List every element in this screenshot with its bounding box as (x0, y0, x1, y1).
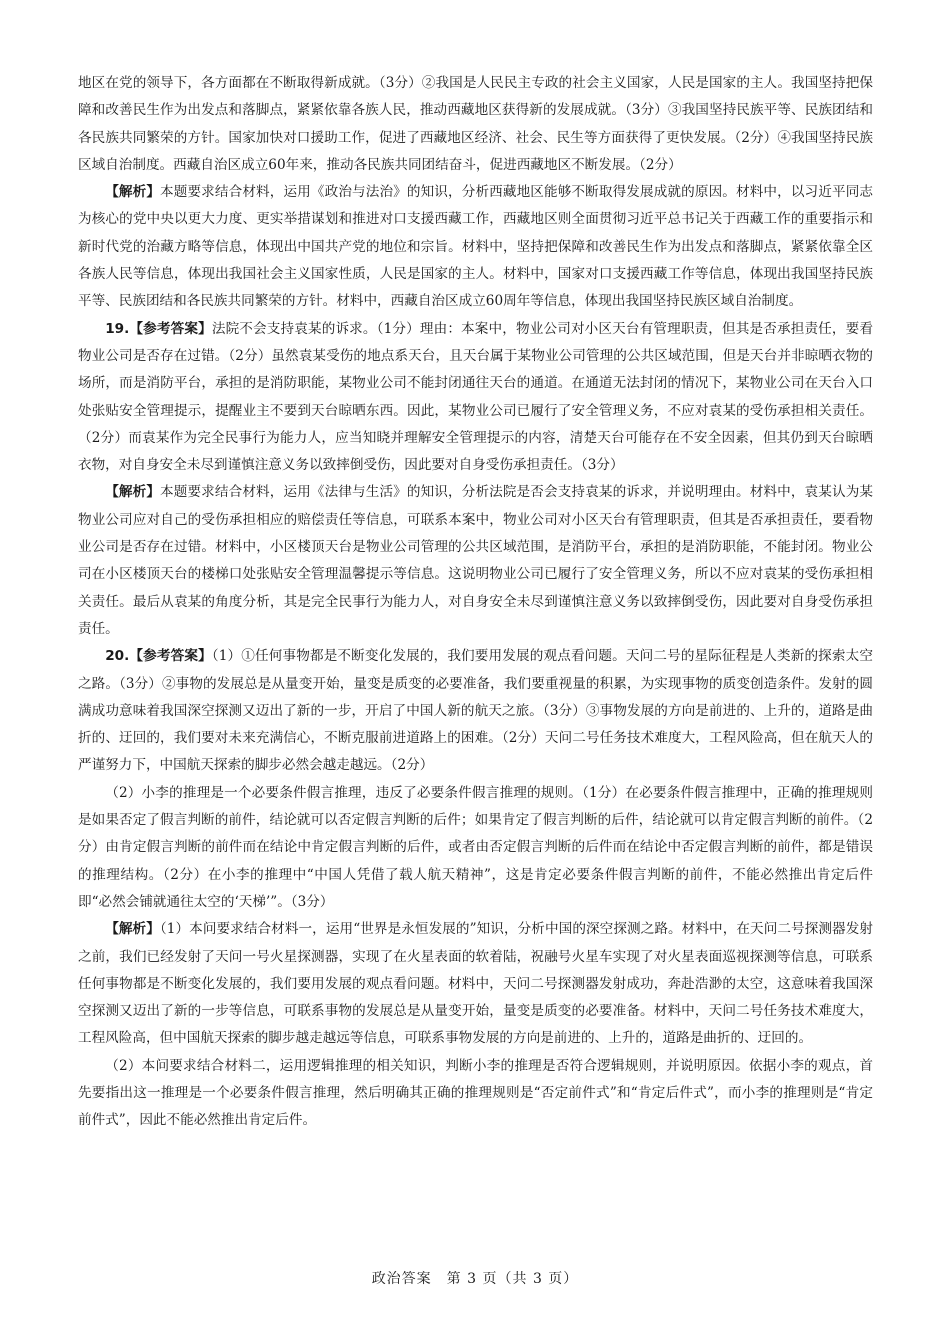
paragraph-20-analysis-part1 (78, 916, 873, 1052)
answer-tag: 19.【参考答案】 (105, 320, 212, 337)
paragraph-18-answer-continued (78, 70, 873, 179)
page-footer: 政治答案 第 3 页（共 3 页） (371, 1271, 579, 1287)
paragraph-20-analysis-part2 (78, 1053, 873, 1135)
analysis-tag: 【解析】 (105, 484, 161, 501)
paragraph-18-analysis (78, 179, 873, 315)
paragraph-text: 本题要求结合材料，运用《法律与生活》的知识，分析法院是否会支持袁某的诉求，并说明理由。材料中，袁某认为某物业公司应对自己的受伤承担相应的赔偿责任等信息，可联系本案中，物业公司对小区天台有管理职责，但其是否承担责任，要看物业公司是否存在过错。材料中，小区楼顶天台是物业公司管理的公共区域范围，是消防平台，承担的是消防职能，不能封闭。物业公司在小区楼顶天台的楼梯口处张贴安全管理温馨提示等信息。这说明物业公司已履行了安全管理义务，所以不应对袁某的受伤承担相关责任。最后从袁某的角度分析，其是完全民事行为能力人，对自身安全未尽到谨慎注意义务以致摔倒受伤，因此要对自身受伤承担责任。 (78, 484, 874, 637)
paragraph-text: 本题要求结合材料，运用《政治与法治》的知识，分析西藏地区能够不断取得发展成就的原因。材料中，以习近平同志为核心的党中央以更大力度、更实举措谋划和推进对口支援西藏工作，西藏地区则全面贯彻习近平总书记关于西藏工作的重要指示和新时代党的治藏方略等信息，体现出中国共产党的地位和宗旨。材料中，坚持把保障和改善民生作为出发点和落脚点，紧紧依靠全区各族人民等信息，体现出我国社会主义国家性质，人民是国家的主人。材料中，国家对口支援西藏工作等信息，体现出我国坚持民族平等、民族团结和各民族共同繁荣的方针。材料中，西藏自治区成立60周年等信息，体现出我国坚持民族区域自治制度。 (78, 184, 874, 310)
paragraph-text: （2）本问要求结合材料二，运用逻辑推理的相关知识，判断小李的推理是否符合逻辑规则，并说明原因。依据小李的观点，首先要指出这一推理是一个必要条件假言推理，然后明确其正确的推理规则是“否定前件式”和“肯定后件式”，而小李的推理则是“肯定前件式”，因此不能必然推出肯定后件。 (78, 1057, 873, 1129)
analysis-tag: 【解析】 (105, 921, 160, 938)
answer-page (78, 70, 873, 1135)
paragraph-text: 法院不会支持袁某的诉求。（1分）理由：本案中，物业公司对小区天台有管理职责，但其是否承担责任，要看物业公司是否存在过错。（2分）虽然袁某受伤的地点系天台，且天台属于某物业公司管理的公共区域范围，但是天台并非晾晒衣物的场所，而是消防平台，承担的是消防职能，某物业公司不能封闭通往天台的通道。在通道无法封闭的情况下，某物业公司在天台入口处张贴安全管理提示，提醒业主不要到天台晾晒东西。因此，某物业公司已履行了安全管理义务，不应对袁某的受伤承担相关责任。（2分）而袁某作为完全民事行为能力人，应当知晓并理解安全管理提示的内容，清楚天台可能存在不安全因素，但其仍到天台晾晒衣物，对自身安全未尽到谨慎注意义务以致摔倒受伤，因此要对自身受伤承担责任。（3分） (78, 320, 873, 474)
paragraph-20-answer-part2 (78, 780, 873, 916)
paragraph-20-answer-part1 (78, 643, 873, 779)
paragraph-text: 地区在党的领导下，各方面都在不断取得新成就。（3分）②我国是人民民主专政的社会主义国家，人民是国家的主人。我国坚持把保障和改善民生作为出发点和落脚点，紧紧依靠各族人民，推动西藏地区获得新的发展成就。（3分）③我国坚持民族平等、民族团结和各民族共同繁荣的方针。国家加快对口援助工作，促进了西藏地区经济、社会、民生等方面获得了更快发展。（2分）④我国坚持民族区域自治制度。西藏自治区成立60年来，推动各民族共同团结奋斗，促进西藏地区不断发展。（2分） (78, 75, 873, 173)
paragraph-text: （1）本问要求结合材料一，运用“世界是永恒发展的”知识，分析中国的深空探测之路。材料中，在天问二号探测器发射之前，我们已经发射了天问一号火星探测器，实现了在火星表面的软着陆，祝融号火星车实现了对火星表面巡视探测等信息，可联系任何事物都是不断变化发展的，我们要用发展的观点看问题。材料中，天问二号探测器发射成功，奔赴浩渺的太空，这意味着我国深空探测又迈出了新的一步等信息，可联系事物的发展总是从量变开始，量变是质变的必要准备。材料中，天问二号任务技术难度大，工程风险高，但中国航天探索的脚步越走越远等信息，可联系事物发展的方向是前进的、上升的，道路是曲折的、迂回的。 (78, 921, 873, 1047)
paragraph-19-answer (78, 316, 873, 480)
answer-tag: 20.【参考答案】 (105, 648, 212, 665)
paragraph-text: （2）小李的推理是一个必要条件假言推理，违反了必要条件假言推理的规则。（1分）在必要条件假言推理中，正确的推理规则是如果否定了假言判断的前件，结论就可以否定假言判断的后件；如果肯定了假言判断的后件，结论就可以肯定假言判断的前件。（2分）由肯定假言判断的前件而在结论中肯定假言判断的后件，或者由否定假言判断的后件而在结论中否定假言判断的前件，都是错误的推理结构。（2分）在小李的推理中“中国人凭借了载人航天精神”，这是肯定必要条件假言判断的前件，不能必然推出肯定后件即“必然会铺就通往太空的‘天梯’”。（3分） (78, 784, 873, 910)
paragraph-text: （1）①任何事物都是不断变化发展的，我们要用发展的观点看问题。天问二号的星际征程是人类新的探索太空之路。（3分）②事物的发展总是从量变开始，量变是质变的必要准备，我们要重视量的积累，为实现事物的质变创造条件。发射的圆满成功意味着我国深空探测又迈出了新的一步，开启了中国人新的航天之旅。（3分）③事物发展的方向是前进的、上升的，道路是曲折的、迂回的，我们要对未来充满信心，不断克服前进道路上的困难。（2分）天问二号任务技术难度大，工程风险高，但在航天人的严谨努力下，中国航天探索的脚步必然会越走越远。（2分） (78, 648, 873, 774)
analysis-tag: 【解析】 (105, 184, 161, 201)
paragraph-19-analysis (78, 479, 873, 643)
